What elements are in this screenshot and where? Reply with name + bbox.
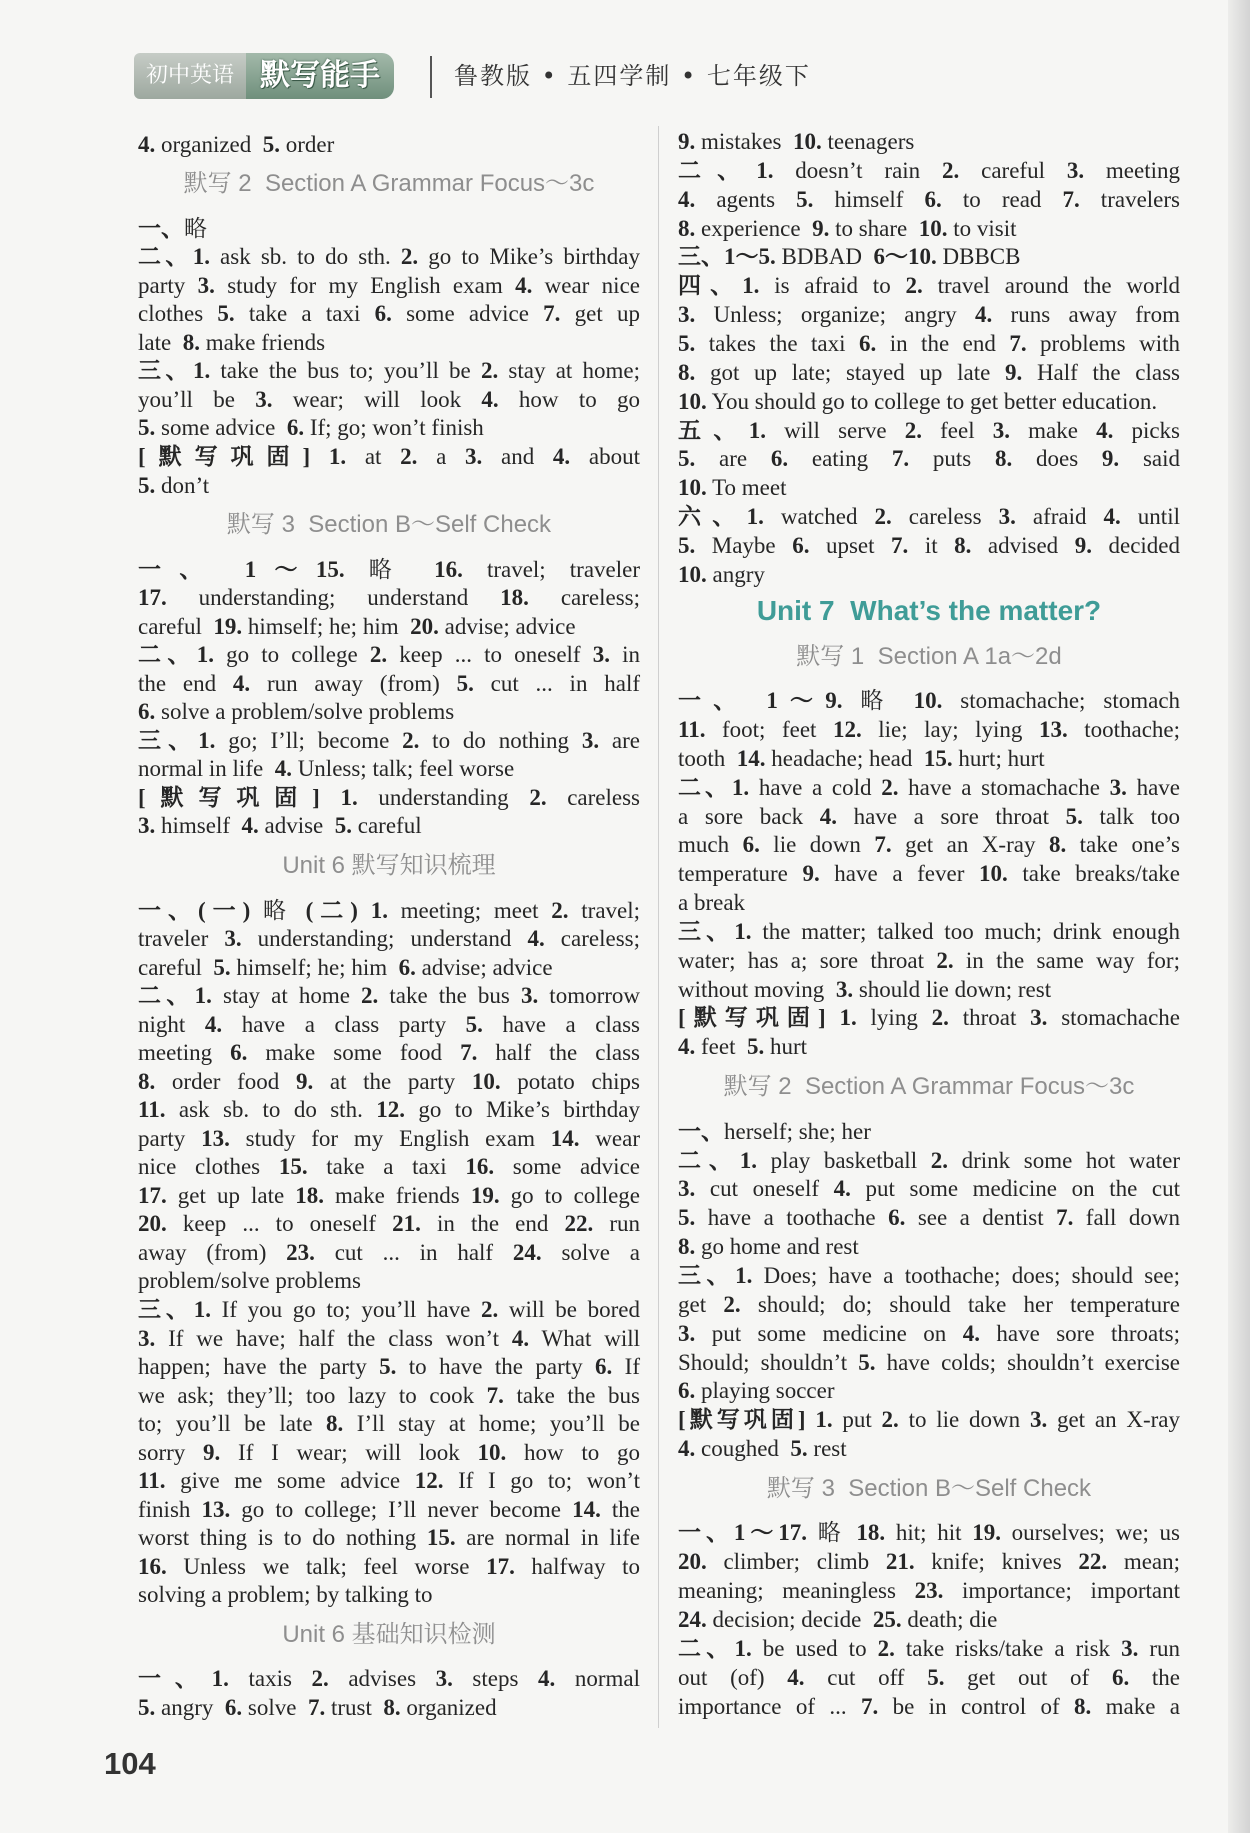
answer-paragraph (678, 1147, 1180, 1262)
answer-line: finish 13. go to college; I’ll never become 14. the (138, 1496, 640, 1522)
answer-line: 六、1. watched 2. careless 3. afraid 4. until (678, 504, 1180, 530)
answer-paragraph (138, 243, 640, 357)
answer-paragraph (138, 556, 640, 642)
page-number: 104 (104, 1746, 156, 1781)
answer-line: nice clothes 15. take a taxi 16. some advice (138, 1154, 640, 1180)
answer-paragraph (678, 1635, 1180, 1722)
answer-line: night 4. have a class party 5. have a class (138, 1011, 641, 1037)
answer-paragraph (678, 1406, 1180, 1464)
answer-line: get 2. should; do; should take her temperature (678, 1291, 1180, 1317)
answer-line: 三、1. Does; have a toothache; does; should see; (678, 1262, 1180, 1288)
answer-paragraph (138, 1296, 640, 1610)
answer-line: out (of) 4. cut off 5. get out of 6. the (678, 1664, 1180, 1690)
answer-paragraph (138, 357, 640, 443)
answer-line: 3. put some medicine on 4. have sore throats; (678, 1320, 1180, 1346)
answer-line: the end 4. run away (from) 5. cut ... in half (138, 670, 640, 696)
answer-paragraph (678, 272, 1180, 416)
answer-line: 4. organized 5. order (138, 131, 335, 157)
answer-line: 三、1. go; I’ll; become 2. to do nothing 3. are (138, 727, 640, 753)
section-heading: 默写 2 Section A Grammar Focus～3c (183, 170, 595, 198)
answer-line: 二、1. stay at home 2. take the bus 3. tomorrow (138, 983, 641, 1009)
answer-line: 10. To meet (678, 475, 787, 501)
answer-line: 一、 1～15. 略 16. travel; traveler (138, 556, 640, 582)
answer-line: 5. angry 6. solve 7. trust 8. organized (138, 1694, 497, 1720)
answer-line: careful 19. himself; he; him 20. advise; advice (138, 613, 576, 639)
answer-line: 三、1. the matter; talked too much; drink enough (678, 918, 1181, 944)
answer-paragraph (678, 1262, 1180, 1406)
answer-line: 8. experience 9. to share 10. to visit (678, 215, 1017, 241)
answer-line: to; you’ll be late 8. I’ll stay at home; you’ll be (138, 1411, 640, 1437)
answer-line: a sore back 4. have a sore throat 5. talk too (678, 803, 1180, 829)
answer-line: 4. coughed 5. rest (678, 1436, 847, 1462)
scan-edge (1228, 0, 1250, 1833)
answer-line: 8. got up late; stayed up late 9. Half the class (678, 359, 1180, 385)
answer-line: 二、1. have a cold 2. have a stomachache 3. have (678, 774, 1181, 800)
answer-line: 5. takes the taxi 6. in the end 7. problems with (678, 331, 1180, 356)
answer-line: 9. mistakes 10. teenagers (678, 129, 915, 155)
answer-line: 20. climber; climb 21. knife; knives 22. mean; (678, 1549, 1181, 1575)
answer-line: solving a problem; by talking to (138, 1582, 433, 1608)
answer-line: worst thing is to do nothing 15. are normal in life (138, 1525, 641, 1551)
answer-paragraph (138, 727, 640, 784)
answer-line: happen; have the party 5. to have the party 6. If (138, 1354, 640, 1380)
answer-paragraph (678, 1118, 1180, 1147)
answer-line: 三、1. take the bus to; you’ll be 2. stay at home; (138, 358, 640, 384)
section-heading: 默写 1 Section A 1a～2d (796, 642, 1062, 670)
answer-line: 20. keep ... to oneself 21. in the end 22. run (138, 1211, 640, 1237)
answer-paragraph (678, 774, 1180, 918)
answer-line: much 6. lie down 7. get an X-ray 8. take one’s (678, 832, 1180, 858)
answer-paragraph (138, 1665, 640, 1722)
section-heading: 默写 2 Section A Grammar Focus～3c (723, 1073, 1135, 1101)
answer-line: 6. solve a problem/solve problems (138, 699, 455, 725)
answer-line: 4. feet 5. hurt (678, 1034, 808, 1060)
answer-line: 二、1. play basketball 2. drink some hot water (678, 1147, 1180, 1173)
answer-line: party 13. study for my English exam 14. wear (138, 1125, 641, 1151)
answer-line: we ask; they’ll; too lazy to cook 7. take the bus (138, 1382, 641, 1408)
column-divider (658, 126, 659, 1728)
answer-paragraph (678, 918, 1180, 1005)
answer-line: you’ll be 3. wear; will look 4. how to go (138, 386, 641, 412)
answer-line: 一、1～17. 略 18. hit; hit 19. ourselves; we; us (678, 1520, 1181, 1546)
answer-line: problem/solve problems (138, 1268, 361, 1294)
answer-line: normal in life 4. Unless; talk; feel worse (138, 756, 515, 782)
answer-paragraph (678, 503, 1180, 590)
answer-line: 5. some advice 6. If; go; won’t finish (138, 415, 484, 441)
answer-line: traveler 3. understanding; understand 4. careless; (138, 926, 640, 952)
answer-paragraph (678, 243, 1180, 272)
answer-line: 5. are 6. eating 7. puts 8. does 9. said (678, 446, 1180, 472)
answer-paragraph (678, 128, 1180, 157)
answer-paragraph (138, 443, 640, 500)
answer-line: 一、略 (138, 215, 207, 241)
answer-paragraph (138, 641, 640, 727)
answer-line: 11. ask sb. to do sth. 12. go to Mike’s birthday (138, 1097, 640, 1123)
right-column (678, 128, 1180, 1721)
answer-line: sorry 9. If I wear; will look 10. how to go (138, 1439, 640, 1465)
answer-line: 3. himself 4. advise 5. careful (138, 813, 422, 839)
answer-line: Should; shouldn’t 5. have colds; shouldn’t exercise (678, 1349, 1181, 1375)
answer-line: [默写巩固] 1. understanding 2. careless (138, 784, 641, 810)
answer-line: 5. Maybe 6. upset 7. it 8. advised 9. decided (678, 532, 1181, 558)
answer-paragraph (678, 1004, 1180, 1062)
answer-line: 一、herself; she; her (678, 1118, 871, 1144)
answer-line: 3. If we have; half the class won’t 4. What will (138, 1325, 640, 1351)
answer-line: 24. decision; decide 25. death; die (678, 1607, 998, 1632)
answer-line: 17. get up late 18. make friends 19. go to college (138, 1182, 640, 1208)
answer-line: meeting 6. make some food 7. half the class (138, 1040, 640, 1066)
answer-line: 二、1. doesn’t rain 2. careful 3. meeting (678, 157, 1180, 183)
answer-line: meaning; meaningless 23. importance; important (678, 1578, 1180, 1604)
answer-line: 五、1. will serve 2. feel 3. make 4. picks (678, 417, 1181, 443)
unit-title: Unit 7 What’s the matter? (756, 594, 1102, 626)
answer-paragraph (678, 157, 1180, 244)
section-heading: Unit 6 基础知识检测 (282, 1620, 496, 1648)
answer-line: a break (678, 890, 746, 916)
answer-line: temperature 9. have a fever 10. take breaks/take (678, 861, 1180, 887)
answer-paragraph (138, 131, 640, 160)
answer-line: 一、 1～9. 略 10. stomachache; stomach (678, 688, 1181, 714)
answer-line: away (from) 23. cut ... in half 24. solve a (138, 1239, 640, 1265)
answer-line: 10. angry (678, 561, 765, 587)
series-logo (134, 53, 394, 99)
answer-line: 8. order food 9. at the party 10. potato chips (138, 1068, 640, 1094)
answer-line: 3. cut oneself 4. put some medicine on the cut (678, 1176, 1181, 1202)
answer-line: without moving 3. should lie down; rest (678, 976, 1052, 1002)
answer-line: 6. playing soccer (678, 1378, 835, 1404)
answer-line: 二、1. be used to 2. take risks/take a risk 3. run (678, 1635, 1180, 1661)
answer-line: [默写巩固] 1. lying 2. throat 3. stomachache (678, 1005, 1181, 1031)
answer-line: 8. go home and rest (678, 1234, 859, 1260)
answer-line: 二、1. go to college 2. keep ... to oneself 3. in (138, 642, 641, 668)
answer-line: 5. don’t (138, 472, 210, 498)
answer-paragraph (678, 1519, 1180, 1634)
answer-line: 一、(一) 略 (二) 1. meeting; meet 2. travel; (138, 897, 641, 923)
answer-line: [默写巩固] 1. at 2. a 3. and 4. about (138, 443, 640, 469)
answer-line: 一、1. taxis 2. advises 3. steps 4. normal (138, 1666, 640, 1692)
answer-line: 11. foot; feet 12. lie; lay; lying 13. toothache; (678, 717, 1181, 743)
answer-line: importance of ... 7. be in control of 8. make a (678, 1693, 1181, 1719)
answer-line: careful 5. himself; he; him 6. advise; advice (138, 954, 553, 980)
section-heading: Unit 6 默写知识梳理 (282, 851, 496, 879)
answer-line: 二、1. ask sb. to do sth. 2. go to Mike’s birthday (138, 244, 640, 270)
answer-paragraph (138, 784, 640, 841)
left-column (138, 131, 640, 1723)
logo-main: 默写能手 (246, 53, 394, 99)
answer-line: 4. agents 5. himself 6. to read 7. travelers (678, 186, 1180, 212)
answer-line: clothes 5. take a taxi 6. some advice 7. get up (138, 301, 640, 327)
edition-label: 鲁教版 • 五四学制 • 七年级下 (454, 62, 811, 90)
answer-line: [默写巩固] 1. put 2. to lie down 3. get an X-ray (678, 1407, 1180, 1433)
answer-line: 17. understanding; understand 18. careless; (138, 585, 640, 611)
answer-line: 四、1. is afraid to 2. travel around the world (678, 273, 1181, 299)
answer-paragraph (678, 687, 1180, 774)
answer-line: 三、1. If you go to; you’ll have 2. will be bored (138, 1296, 640, 1322)
answer-line: 10. You should go to college to get better education. (678, 388, 1158, 414)
answer-line: late 8. make friends (138, 329, 326, 355)
header-separator (430, 56, 432, 98)
answer-paragraph (138, 215, 640, 244)
answer-line: 5. have a toothache 6. see a dentist 7. fall down (678, 1205, 1181, 1231)
answer-line: 3. Unless; organize; angry 4. runs away from (678, 302, 1180, 328)
answer-paragraph (138, 982, 640, 1296)
answer-line: 16. Unless we talk; feel worse 17. halfway to (138, 1553, 641, 1579)
answer-line: 11. give me some advice 12. If I go to; won’t (138, 1468, 640, 1494)
section-heading: 默写 3 Section B～Self Check (766, 1474, 1092, 1502)
answer-line: tooth 14. headache; head 15. hurt; hurt (678, 745, 1045, 771)
answer-paragraph (138, 897, 640, 983)
logo-prefix: 初中英语 (134, 53, 246, 99)
section-heading: 默写 3 Section B～Self Check (226, 511, 552, 539)
answer-line: party 3. study for my English exam 4. wear nice (138, 272, 640, 298)
answer-line: 三、1～5. BDBAD 6～10. DBBCB (678, 244, 1021, 270)
answer-paragraph (678, 417, 1180, 504)
answer-line: water; has a; sore throat 2. in the same way for; (678, 947, 1180, 973)
